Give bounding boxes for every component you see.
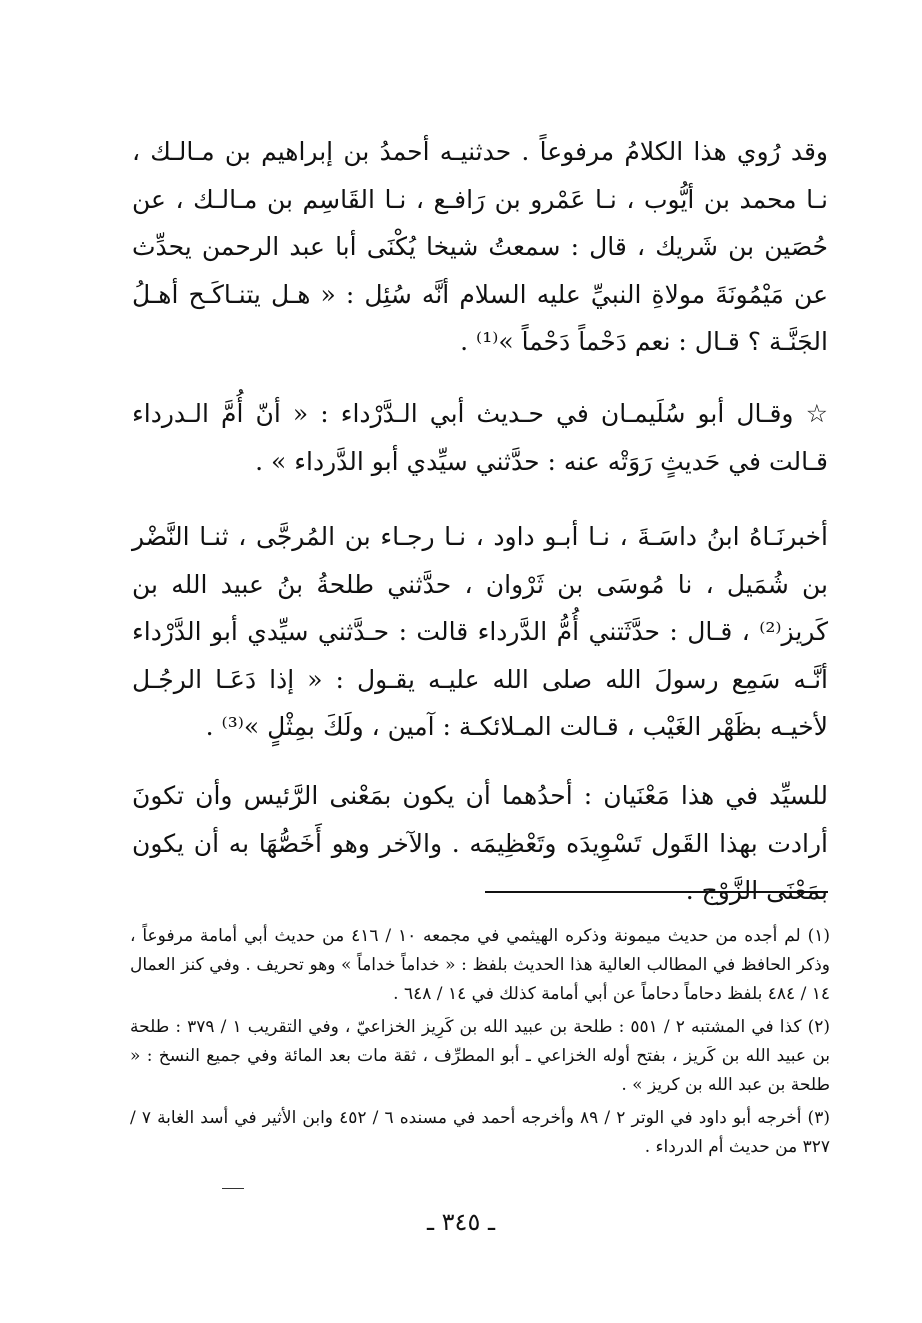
- footnote-divider: [485, 891, 828, 893]
- footnote: (٣) أخرجه أبو داود في الوتر ٢ / ٨٩ وأخرجه أحمد في مسنده ٦ / ٤٥٢ وابن الأثير في أسد الغابة ٧ / ٣٢٧ من حديث أم الدرداء .: [130, 1108, 830, 1157]
- page-number: ـ ٣٤٥ ـ: [426, 1208, 495, 1236]
- footnote: (١) لم أجده من حديث ميمونة وذكره الهيثمي في مجمعه ١٠ / ٤١٦ من حديث أبي أمامة مرفوعاً ، وذكر الحافظ في المطالب العالية هذا الحديث بلفظ : « خداماً خداماً » وهو تحريف . وفي كنز العمال ١٤ / ٤٨٤ بلفظ دحاماً دحاماً عن أبي أمامة كذلك في ١٤ / ٦٤٨ .: [130, 926, 830, 1004]
- footnote: (٢) كذا في المشتبه ٢ / ٥٥١ : طلحة بن عبيد الله بن كَرِيز الخزاعيّ ، وفي التقريب ١ / ٣٧٩ : طلحة بن عبيد الله بن كَريز ، بفتح أوله الخزاعي ـ أبو المطرِّف ، ثقة مات بعد المائة وفي جميع النسخ : « طلحة بن عبد الله بن كريز » .: [130, 1017, 830, 1095]
- body-paragraph: وقد رُوي هذا الكلامُ مرفوعاً . حدثنيـه أحمدُ بن إبراهيم بن مـالـك ، نـا محمد بن أيُّوب ، نـا عَمْرو بن رَافـع ، نـا القَاسِم بن مـالـك ، عن حُصَين بن شَريك ، قال : سمعتُ شيخا يُكْنَى أبا عبد الرحمن يحدِّث عن مَيْمُونَةَ مولاةِ النبيِّ عليه السلام أنَّه سُئِل : « هـل يتنـاكَـح أهـلُ الجَنَّـة ؟ قـال : نعم دَحْماً دَحْماً »⁽¹⁾ .: [132, 137, 828, 356]
- body-paragraph: ☆ وقـال أبو سُلَيمـان في حـديث أبي الـدَّرْداء : « أنّ أُمَّ الـدرداء قـالت في حَديثٍ رَوَتْه عنه : حدَّثني سيِّدي أبو الدَّرداء » .: [132, 399, 828, 476]
- footnotes-section: [130, 922, 830, 1166]
- body-paragraph: للسيِّد في هذا مَعْنَيان : أحدُهما أن يكون بمَعْنى الرَّئيس وأن تكونَ أرادت بهذا القَول تَسْوِيدَه وتَعْظِيمَه . والآخر وهو أَخَصُّهَا به أن يكون بمَعْنَى الزَّوْج .: [132, 781, 828, 905]
- body-paragraph: أخبرنَـاهُ ابنُ داسَـةَ ، نـا أبـو داود ، نـا رجـاء بن المُرجَّى ، ثنـا النَّضْر بن شُمَيل ، نا مُوسَى بن ثَرْوان ، حدَّثني طلحةُ بنُ عبيد الله بن كَريز⁽²⁾ ، قـال : حدَّثَتني أُمُّ الدَّرداء قالت : حـدَّثني سيِّدي أبو الدَّرْداء أنَّـه سَمِع رسولَ الله صلى الله عليـه يقـول : « إذا دَعَـا الرجُـل لأخيـه بظَهْر الغَيْب ، قـالت المـلائكـة : آمين ، ولَكَ بمِثْلٍ »⁽³⁾ .: [132, 522, 828, 741]
- stray-mark: [222, 1188, 244, 1189]
